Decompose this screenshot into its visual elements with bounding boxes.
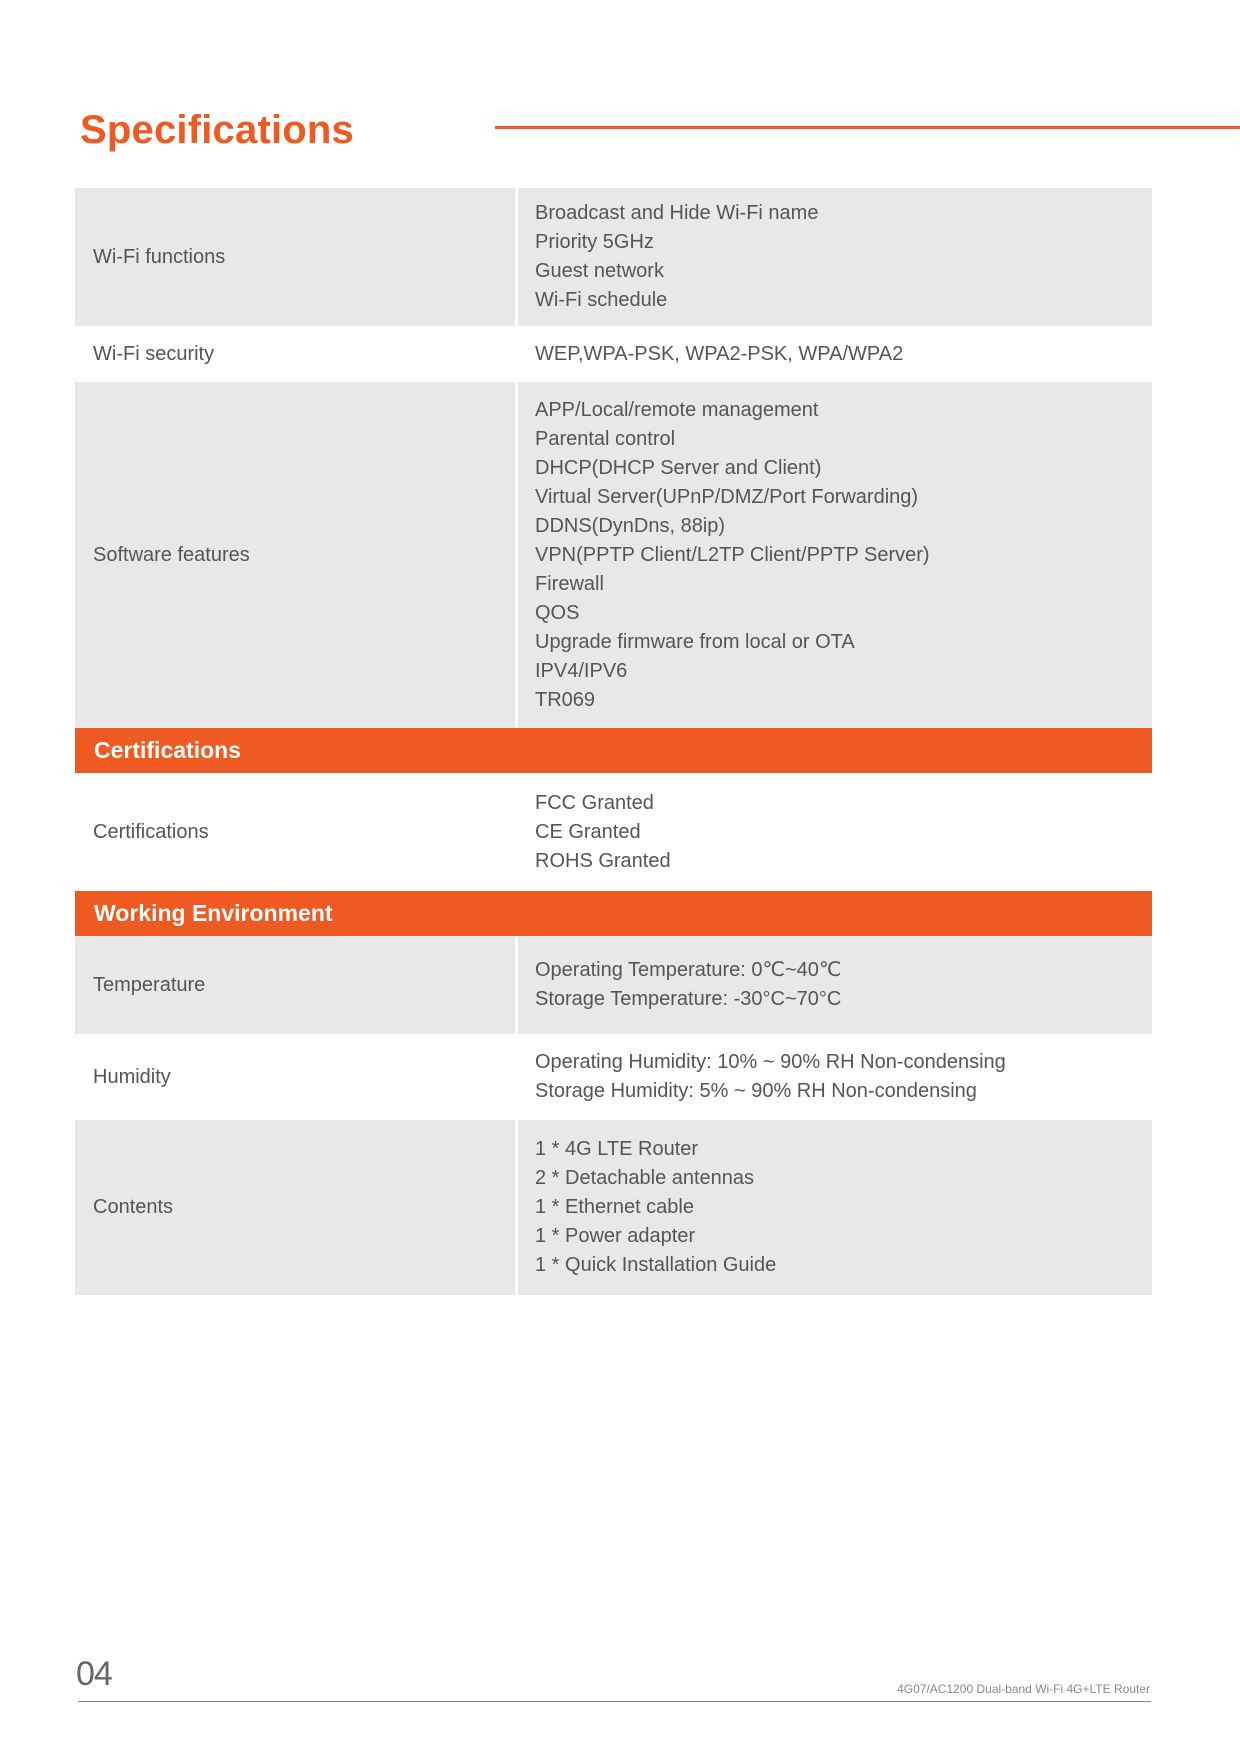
row-label: Certifications [93, 820, 209, 843]
table-row-contents [75, 1120, 1152, 1295]
page-number: 04 [76, 1655, 112, 1693]
value-line: Broadcast and Hide Wi-Fi name [535, 202, 819, 224]
value-line: IPV4/IPV6 [535, 659, 628, 682]
row-label: Wi-Fi security [93, 342, 215, 365]
value-line: Firewall [535, 572, 604, 595]
table-row-humidity [75, 1034, 1152, 1120]
section-header-working-environment: Working Environment [75, 891, 1152, 936]
section-header-certifications: Certifications [75, 728, 1152, 773]
table-row-wifi-functions [75, 188, 1152, 326]
row-label: Software features [75, 382, 515, 728]
row-label: Contents [75, 1120, 515, 1295]
spec-table [75, 188, 1152, 1295]
row-values [518, 382, 1152, 728]
value-line: FCC Granted [535, 791, 654, 814]
value-line: Upgrade firmware from local or OTA [535, 630, 855, 653]
row-values [518, 1034, 1152, 1120]
table-row-temperature [75, 936, 1152, 1034]
table-row-certifications [75, 773, 1152, 891]
value-line: TR069 [535, 688, 596, 711]
row-label: Temperature [75, 936, 515, 1034]
value-line: DHCP(DHCP Server and Client) [535, 456, 822, 479]
title-rule [495, 126, 1240, 129]
value-line: ROHS Granted [535, 849, 671, 872]
value-line: APP/Local/remote management [535, 398, 819, 421]
value-line: Priority 5GHz [535, 231, 654, 253]
footer-rule [78, 1701, 1151, 1702]
table-row-wifi-security [75, 326, 1152, 382]
value-line: Parental control [535, 427, 676, 450]
value-line: WEP,WPA-PSK, WPA2-PSK, WPA/WPA2 [535, 342, 904, 365]
footer-product-name: 4G07/AC1200 Dual-band Wi-Fi 4G+LTE Router [897, 1682, 1150, 1696]
value-line: Operating Humidity: 10% ~ 90% RH Non-condensing [535, 1051, 1006, 1073]
row-values [518, 773, 1152, 891]
value-line: Guest network [535, 260, 664, 282]
value-line: 2 * Detachable antennas [535, 1167, 755, 1189]
value-line: Storage Temperature: -30°C~70°C [535, 988, 842, 1010]
table-row-software-features [75, 382, 1152, 728]
row-values [518, 1120, 1152, 1295]
value-line: 1 * Quick Installation Guide [535, 1254, 777, 1276]
value-line: Operating Temperature: 0℃~40℃ [535, 959, 842, 981]
value-line: Virtual Server(UPnP/DMZ/Port Forwarding) [535, 485, 919, 508]
value-line: Storage Humidity: 5% ~ 90% RH Non-condensing [535, 1080, 977, 1102]
value-line: CE Granted [535, 820, 641, 843]
row-values [518, 326, 1152, 382]
value-line: QOS [535, 601, 580, 624]
value-line: 1 * 4G LTE Router [535, 1138, 699, 1160]
row-values [518, 188, 1152, 326]
value-line: 1 * Ethernet cable [535, 1196, 694, 1218]
row-label: Wi-Fi functions [75, 188, 515, 326]
value-line: VPN(PPTP Client/L2TP Client/PPTP Server) [535, 543, 930, 566]
row-values [518, 936, 1152, 1034]
value-line: Wi-Fi schedule [535, 289, 668, 311]
row-label: Humidity [93, 1065, 171, 1088]
page-title: Specifications [80, 108, 354, 152]
value-line: DDNS(DynDns, 88ip) [535, 514, 726, 537]
value-line: 1 * Power adapter [535, 1225, 696, 1247]
